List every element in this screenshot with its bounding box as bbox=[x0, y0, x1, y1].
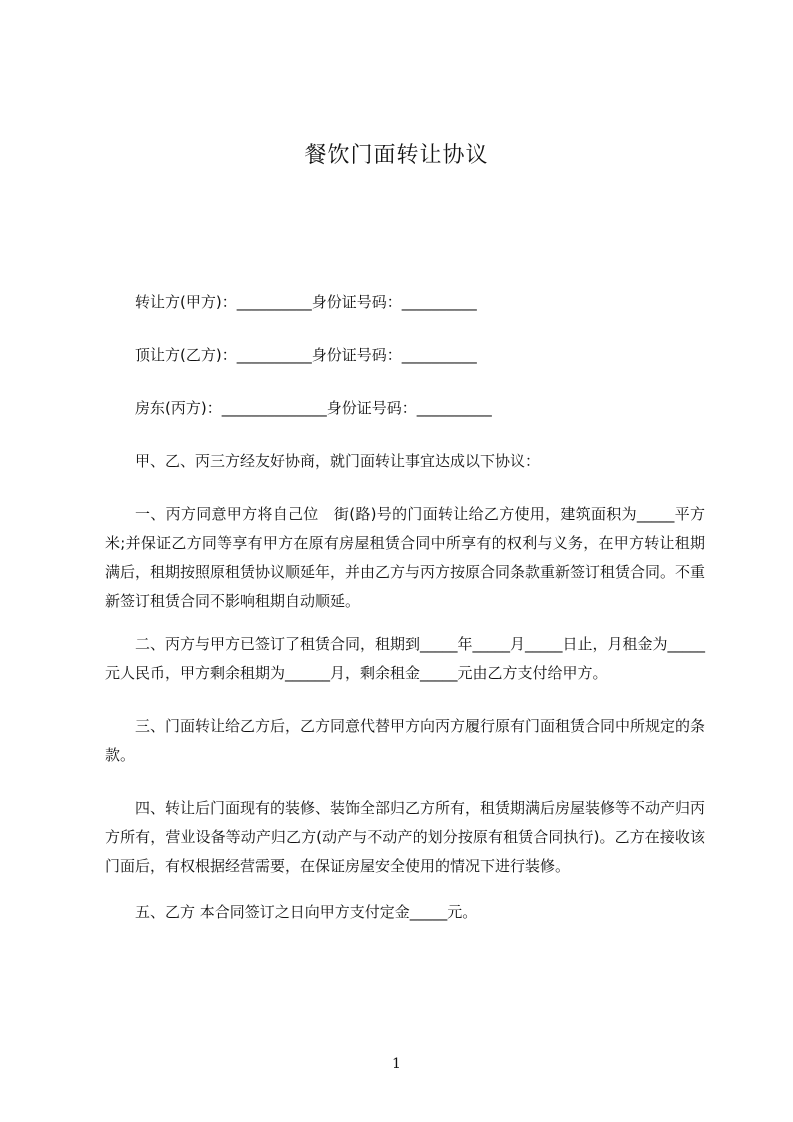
clause-5: 五、乙方 本合同签订之日向甲方支付定金_____元。 bbox=[135, 903, 478, 921]
transferee-line: 顶让方(乙方)：__________身份证号码：__________ bbox=[135, 346, 477, 364]
clause-3: 三、门面转让给乙方后，乙方同意代替甲方向丙方履行原有门面租赁合同中所规定的条款。 bbox=[105, 717, 706, 764]
document-title: 餐饮门面转让协议 bbox=[304, 143, 489, 168]
transferor-line: 转让方(甲方)：__________身份证号码：__________ bbox=[135, 293, 477, 311]
clause-2: 二、丙方与甲方已签订了租赁合同，租期到_____年_____月_____日止，月租金为_____元人民币，甲方剩余租期为______月，剩余租金_____元由乙方支付给甲方。 bbox=[105, 635, 706, 682]
clause-4: 四、转让后门面现有的装修、装饰全部归乙方所有，租赁期满后房屋装修等不动产归丙方所有，营业设备等动产归乙方(动产与不动产的划分按原有租赁合同执行)。乙方在接收该门面后，有权根据经营需要，在保证房屋安全使用的情况下进行装修。 bbox=[105, 799, 706, 875]
intro-paragraph: 甲、乙、丙三方经友好协商，就门面转让事宜达成以下协议： bbox=[135, 452, 541, 470]
clause-1: 一、丙方同意甲方将自己位 街(路)号的门面转让给乙方使用，建筑面积为_____平方米;并保证乙方同等享有甲方在原有房屋租赁合同中所享有的权利与义务，在甲方转让租期满后，租期按照原租赁协议顺延年，并由乙方与丙方按原合同条款重新签订租赁合同。不重新签订租赁合同不影响租期自动顺延。 bbox=[105, 505, 706, 610]
page-number: 1 bbox=[392, 1056, 401, 1072]
landlord-line: 房东(丙方)：______________身份证号码：__________ bbox=[135, 399, 492, 417]
